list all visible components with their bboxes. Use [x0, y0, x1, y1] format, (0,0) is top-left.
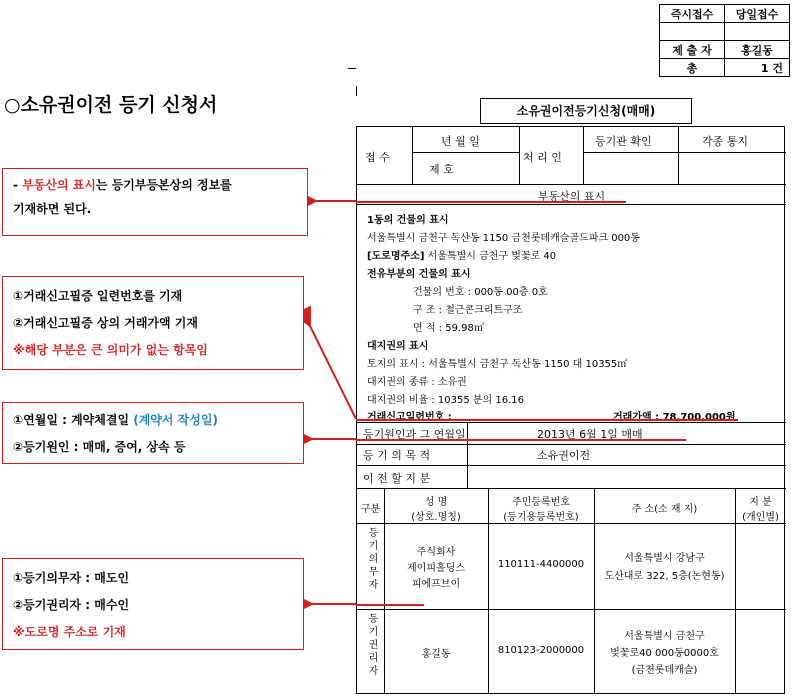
receipt-total-value: 1 건: [725, 59, 790, 77]
receipt-submitter-label: 제 출 자: [660, 41, 725, 59]
obligee-address-1: 서울특별시 금천구: [624, 631, 705, 642]
share-sub-header: (개인별): [742, 512, 779, 523]
regno-sub-header: (등기용등록번호): [503, 512, 579, 523]
obligor-name-2: 제이피홀딩스: [407, 563, 465, 574]
report-number: 거래신고일련번호 :: [367, 412, 452, 423]
receipt-sameday: 당일접수: [725, 5, 790, 23]
share-header: 지 분: [749, 497, 772, 508]
callout-party: [2, 558, 304, 650]
share-label: 이 전 할 지 분: [363, 472, 431, 485]
address-header: 주 소(소 재 지): [631, 504, 698, 515]
building-address: 서울특별시 금천구 독산동 1150 금천롯데캐슬골드파크 000동: [367, 233, 640, 244]
arrow-price: [310, 326, 356, 419]
callout-party-line1: ①등기의무자 : 매도인: [13, 571, 130, 585]
road-address: [도로명주소] 서울특별시 금천구 벚꽃로 40: [367, 251, 557, 262]
callout-trade: [2, 276, 304, 370]
obligor-address-1: 서울특별시 강남구: [624, 553, 705, 564]
exclusive-title: 전유부분의 건물의 표시: [367, 269, 471, 280]
callout-cause-line2: ②등기원인 : 매매, 증여, 상속 등: [13, 440, 186, 454]
notices-label: 각종 통지: [702, 135, 749, 148]
obligor-name-3: 피에프브이: [411, 579, 461, 590]
obligee-regno: 810123-2000000: [497, 645, 585, 656]
name-header: 성 명: [424, 497, 448, 508]
category-header: 구분: [360, 504, 381, 515]
callout-trade-line2: ②거래신고필증 상의 거래가액 기재: [13, 316, 198, 330]
obligee-address-2: 벚꽃로40 000동0000호: [610, 648, 719, 659]
obligor-category: 등기의무자: [366, 527, 377, 592]
property-section-title: 부동산의 표시: [537, 190, 606, 203]
receipt-submitter-value: 홍길동: [725, 41, 790, 59]
receipt-total-label: 총: [660, 59, 725, 77]
building-title: 1동의 건물의 표시: [367, 215, 449, 226]
regno-header: 주민등록번호: [512, 497, 570, 508]
obligee-address-3: (금천롯데캐슬): [631, 665, 698, 676]
registrar-check-label: 등기관 확인: [595, 135, 652, 148]
callout-trade-line3: ※해당 부분은 큰 의미가 없는 항목임: [13, 343, 208, 357]
obligee-category: 등기권리자: [366, 613, 377, 678]
obligor-address-2: 도산대로 322, 5층(논현동): [604, 571, 725, 582]
cause-value: 2013년 6월 1일 매매: [537, 428, 643, 441]
callout-property-line1: - 부동산의 표시는 등기부등본상의 정보를: [13, 178, 232, 192]
callout-party-line2: ②등기권리자 : 매수인: [13, 598, 130, 612]
form-heading: 소유권이전등기신청(매매): [480, 98, 692, 124]
land-type: 대지권의 종류 : 소유권: [367, 377, 467, 388]
building-structure: 구 조 : 철근콘크리트구조: [413, 305, 523, 316]
trade-price: 거래가액 : 78,700,000원: [613, 412, 736, 423]
receipt-immediate: 즉시접수: [660, 5, 725, 23]
purpose-value: 소유권이전: [537, 449, 591, 462]
land-description: 토지의 표시 : 서울특별시 금천구 독산동 1150 대 10355㎡: [367, 359, 628, 370]
obligee-name: 홍길동: [421, 649, 451, 660]
page-title: ○소유권이전 등기 신청서: [4, 94, 218, 116]
date-label: 년 월 일: [441, 135, 480, 148]
name-sub-header: (상호.명칭): [411, 512, 461, 523]
number-label: 제 호: [429, 163, 454, 176]
land-title: 대지권의 표시: [367, 341, 429, 352]
building-area: 면 적 : 59.98㎡: [413, 323, 484, 334]
obligor-regno: 110111-4400000: [497, 559, 585, 570]
obligor-name-1: 주식회사: [416, 547, 456, 558]
reception-label: 접 수: [365, 151, 390, 164]
purpose-label: 등 기 의 목 적: [363, 449, 431, 462]
land-ratio: 대지권의 비율 : 10355 분의 16.16: [367, 395, 524, 406]
callout-cause-line1: ①연월일 : 계약체결일 (계약서 작성일): [13, 413, 218, 427]
processing-label: 처 리 인: [523, 151, 562, 164]
callout-cause: [2, 402, 304, 464]
building-number: 건물의 번호 : 000동 00층 0호: [413, 287, 548, 298]
callout-party-line3: ※도로명 주소로 기재: [13, 625, 126, 639]
callout-property: [2, 168, 308, 236]
cause-label: 등기원인과 그 연월일: [363, 428, 466, 441]
callout-trade-line1: ①거래신고필증 일련번호를 기재: [13, 289, 183, 303]
callout-property-line2: 기재하면 된다.: [13, 202, 92, 216]
